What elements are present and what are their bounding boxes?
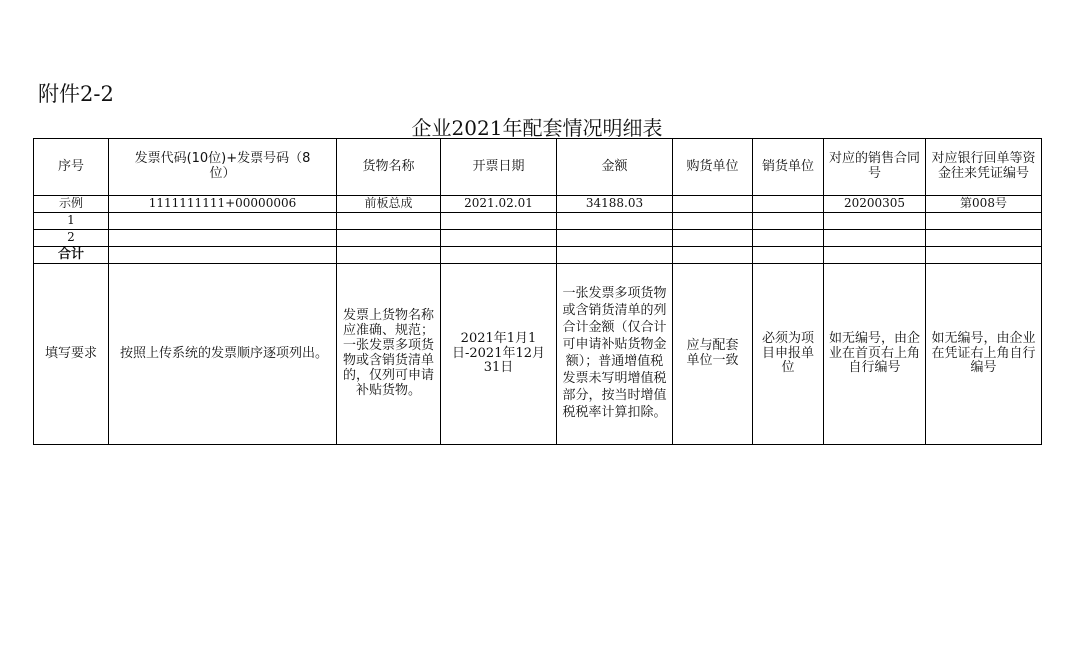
row-seq: 1	[34, 213, 109, 230]
attachment-label: 附件2-2	[38, 82, 114, 106]
requirements-goods: 发票上货物名称应准确、规范；一张发票多项货物或含销货清单的，仅列可申请补贴货物。	[337, 264, 441, 445]
header-amount: 金额	[557, 139, 673, 196]
table-row	[34, 213, 1042, 230]
header-seq: 序号	[34, 139, 109, 196]
example-seller	[753, 196, 824, 213]
detail-table	[33, 138, 1042, 445]
example-contract: 20200305	[824, 196, 926, 213]
example-invoice: 1111111111+00000006	[109, 196, 337, 213]
header-goods: 货物名称	[337, 139, 441, 196]
table-title: 企业2021年配套情况明细表	[411, 116, 663, 140]
example-seq: 示例	[34, 196, 109, 213]
table-row-example	[34, 196, 1042, 213]
header-voucher: 对应银行回单等资金往来凭证编号	[926, 139, 1042, 196]
example-voucher: 第008号	[926, 196, 1042, 213]
requirements-seller: 必须为项目申报单位	[753, 264, 824, 445]
header-invoice: 发票代码(10位)+发票号码（8位）	[109, 139, 337, 196]
requirements-buyer: 应与配套单位一致	[673, 264, 753, 445]
header-row	[34, 139, 1042, 196]
header-buyer: 购货单位	[673, 139, 753, 196]
header-seller: 销货单位	[753, 139, 824, 196]
header-date: 开票日期	[441, 139, 557, 196]
total-row	[34, 247, 1042, 264]
example-buyer	[673, 196, 753, 213]
requirements-contract: 如无编号，由企业在首页右上角自行编号	[824, 264, 926, 445]
requirements-invoice: 按照上传系统的发票顺序逐项列出。	[109, 264, 337, 445]
requirements-voucher: 如无编号，由企业在凭证右上角自行编号	[926, 264, 1042, 445]
example-amount: 34188.03	[557, 196, 673, 213]
requirements-date: 2021年1月1日-2021年12月31日	[441, 264, 557, 445]
requirements-label: 填写要求	[34, 264, 109, 445]
requirements-amount: 一张发票多项货物或含销货清单的列合计金额（仅合计可申请补贴货物金额）；普通增值税发票未写明增值税部分，按当时增值税税率计算扣除。	[557, 264, 673, 445]
example-goods: 前板总成	[337, 196, 441, 213]
total-label: 合计	[34, 247, 109, 264]
row-seq: 2	[34, 230, 109, 247]
requirements-row	[34, 264, 1042, 445]
example-date: 2021.02.01	[441, 196, 557, 213]
table-row	[34, 230, 1042, 247]
header-contract: 对应的销售合同号	[824, 139, 926, 196]
